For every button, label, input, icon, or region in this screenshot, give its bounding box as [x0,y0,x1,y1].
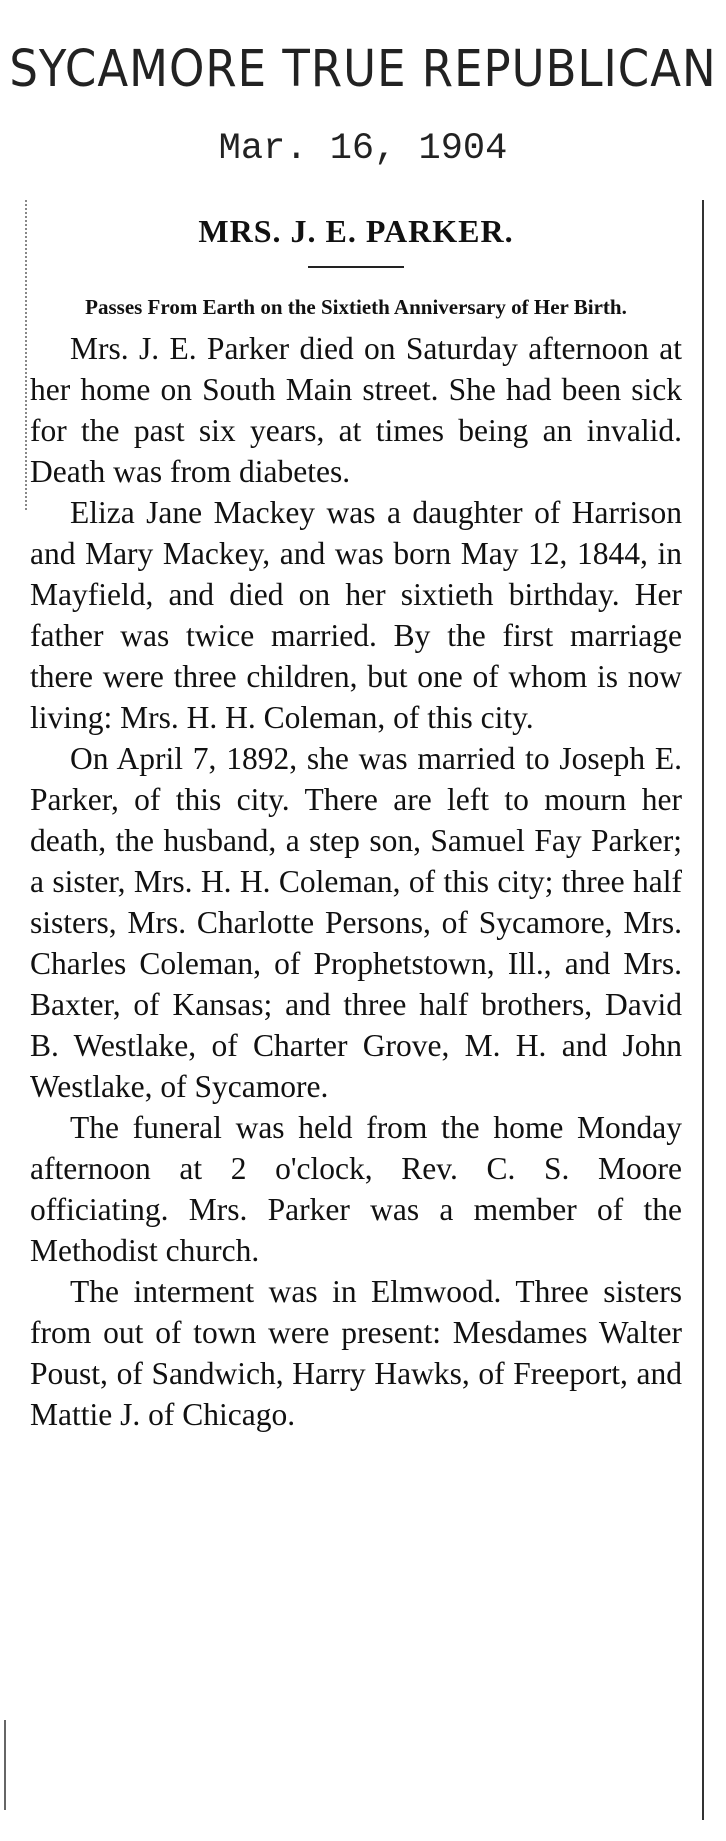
column-rule-left-lower [4,1720,6,1810]
headline-divider [308,266,404,268]
article-column [30,213,682,1435]
article-subhead: Passes From Earth on the Sixtieth Anniversary of Her Birth. [85,295,627,319]
article-paragraph: The interment was in Elmwood. Three sisters from out of town were present: Mesdames Walter Poust, of Sandwich, Harry Hawks, of Freeport, and Mattie J. of Chicago. [30,1274,682,1432]
article-paragraph: Mrs. J. E. Parker died on Saturday afternoon at her home on South Main street. She had been sick for the past six years, at times being an invalid. Death was from diabetes. [30,331,682,489]
newspaper-masthead: SYCAMORE TRUE REPUBLICAN [9,38,717,99]
article-paragraph: On April 7, 1892, she was married to Joseph E. Parker, of this city. There are left to mourn her death, the husband, a step son, Samuel Fay Parker; a sister, Mrs. H. H. Coleman, of this city; three half sisters, Mrs. Charlotte Persons, of Sycamore, Mrs. Charles Coleman, of Prophetstown, Ill., and Mrs. Baxter, of Kansas; and three half brothers, David B. Westlake, of Charter Grove, M. H. and John Westlake, of Sycamore. [30,741,682,1104]
article-headline: MRS. J. E. PARKER. [198,213,514,249]
column-rule-right [702,200,704,1820]
column-rule-left [25,200,28,510]
publication-date: Mar. 16, 1904 [218,128,508,170]
article-paragraph: The funeral was held from the home Monday afternoon at 2 o'clock, Rev. C. S. Moore officiating. Mrs. Parker was a member of the Methodist church. [30,1110,682,1268]
article-paragraph: Eliza Jane Mackey was a daughter of Harrison and Mary Mackey, and was born May 12, 1844, in Mayfield, and died on her sixtieth birthday. Her father was twice married. By the first marriage there were three children, but one of whom is now living: Mrs. H. H. Coleman, of this city. [30,495,682,735]
